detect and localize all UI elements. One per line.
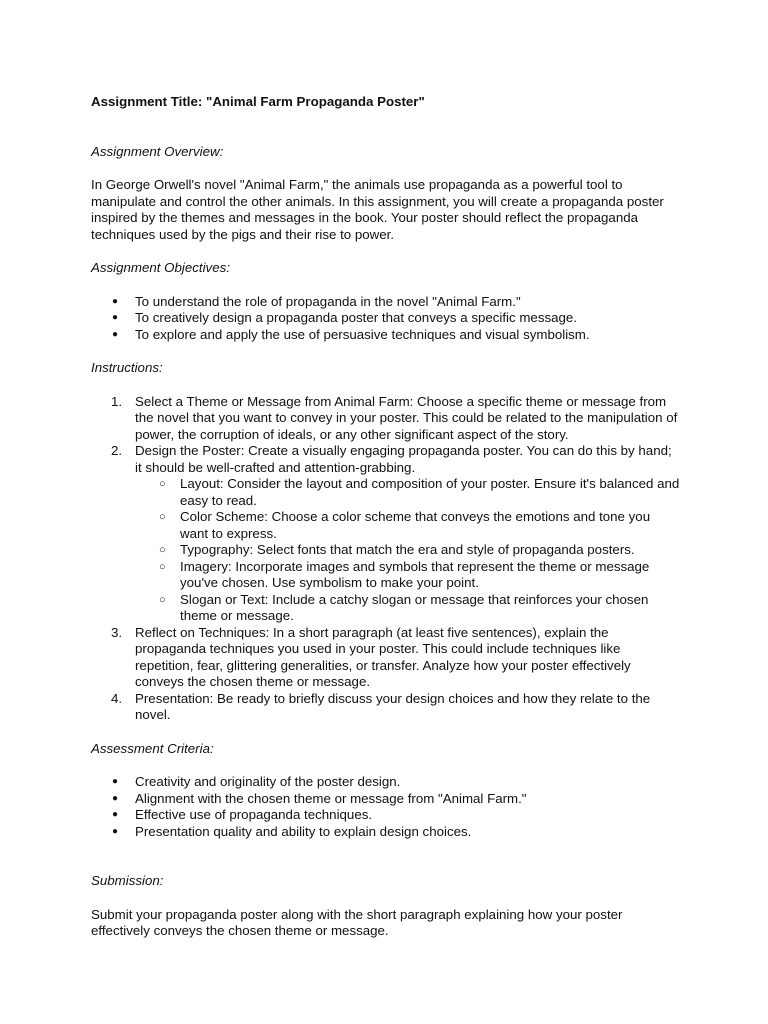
bullet-icon: ● [112,295,119,307]
step-number: 1. [111,393,123,409]
objectives-list [91,294,681,344]
instructions-heading: Instructions: [91,360,163,375]
sub-item-text: Layout: Consider the layout and composition of your poster. Ensure it's balanced and easy to read. [180,476,680,508]
sub-item-text: Slogan or Text: Include a catchy slogan or message that reinforces your chosen theme or message. [180,591,649,623]
bullet-icon: ● [112,328,119,340]
circle-bullet-icon: ○ [159,593,166,606]
submission-heading: Submission: [91,873,164,888]
sub-list-item [135,559,681,592]
list-item-text: Effective use of propaganda techniques. [135,807,373,822]
overview-paragraph: In George Orwell's novel "Animal Farm," the animals use propaganda as a powerful tool to manipulate and control the other animals. In this assignment, you will create a propaganda poster inspired by the themes and messages in the book. Your poster should reflect the propaganda techniques used by the pigs and their rise to power. [91,177,664,242]
instruction-step-2 [91,443,681,625]
sub-item-text: Typography: Select fonts that match the era and style of propaganda posters. [180,542,635,557]
overview-heading: Assignment Overview: [91,143,224,159]
step-number: 4. [111,690,123,706]
assignment-title-label: Assignment Title [91,94,198,109]
step-text: Reflect on Techniques: In a short paragraph (at least five sentences), explain the propaganda techniques you used in your poster. This could include techniques like repetition, fear, glittering generalities, or transfer. Analyze how your poster effectively conveys the chosen theme or message. [135,624,631,689]
list-item-text: To understand the role of propaganda in the novel "Animal Farm." [135,293,521,309]
instruction-step-3 [91,625,681,691]
step-number: 3. [111,624,123,640]
list-item-text: Presentation quality and ability to explain design choices. [135,823,472,839]
bullet-icon: ● [112,312,119,323]
sub-list-item [135,592,681,625]
step-number: 2. [111,443,123,458]
circle-bullet-icon: ○ [159,478,166,490]
list-item [91,327,681,344]
sub-list-item [135,542,681,559]
list-item [91,774,681,791]
step-text: Presentation: Be ready to briefly discuss your design choices and how they relate to the novel. [135,690,651,722]
list-item-text: To explore and apply the use of persuasive techniques and visual symbolism. [135,326,590,342]
assignment-title [91,94,681,111]
list-item [91,807,681,824]
list-item-text: To creatively design a propaganda poster that conveys a specific message. [135,310,578,325]
circle-bullet-icon: ○ [159,560,166,573]
list-item-text: Alignment with the chosen theme or message from "Animal Farm." [135,790,527,806]
list-item [91,791,681,808]
objectives-heading: Assignment Objectives: [91,260,230,275]
bullet-icon: ● [112,809,119,820]
list-item [91,294,681,311]
criteria-heading: Assessment Criteria: [91,740,214,756]
instructions-list [91,394,681,724]
document-page [91,94,681,940]
list-item-text: Creativity and originality of the poster design. [135,774,401,789]
circle-bullet-icon: ○ [159,544,166,556]
assignment-title-colon: : [197,94,203,109]
sub-list-item [135,476,681,509]
circle-bullet-icon: ○ [159,511,166,523]
step-text: Select a Theme or Message from Animal Farm: Choose a specific theme or message from the novel that you want to convey in your poster. This could be related to the manipulation of power, the corruption of ideals, or any other significant aspect of the story. [135,393,678,442]
instruction-step-4 [91,691,681,724]
bullet-icon: ● [112,776,119,787]
sub-list-item [135,509,681,542]
step-text: Design the Poster: Create a visually engaging propaganda poster. You can do this by hand; it should be well-crafted and attention-grabbing. [135,443,672,475]
sub-item-text: Color Scheme: Choose a color scheme that conveys the emotions and tone you want to express. [180,509,651,541]
bullet-icon: ● [112,825,119,837]
assignment-title-value: "Animal Farm Propaganda Poster" [202,94,425,109]
instruction-step-1 [91,394,681,444]
sub-item-text: Imagery: Incorporate images and symbols that represent the theme or message you've chosen. Use symbolism to make your point. [180,558,650,590]
design-sublist [135,476,681,625]
list-item [91,824,681,841]
submission-paragraph: Submit your propaganda poster along with the short paragraph explaining how your poster effectively conveys the chosen theme or message. [91,906,623,938]
criteria-list [91,774,681,840]
bullet-icon: ● [112,792,119,804]
list-item [91,310,681,327]
